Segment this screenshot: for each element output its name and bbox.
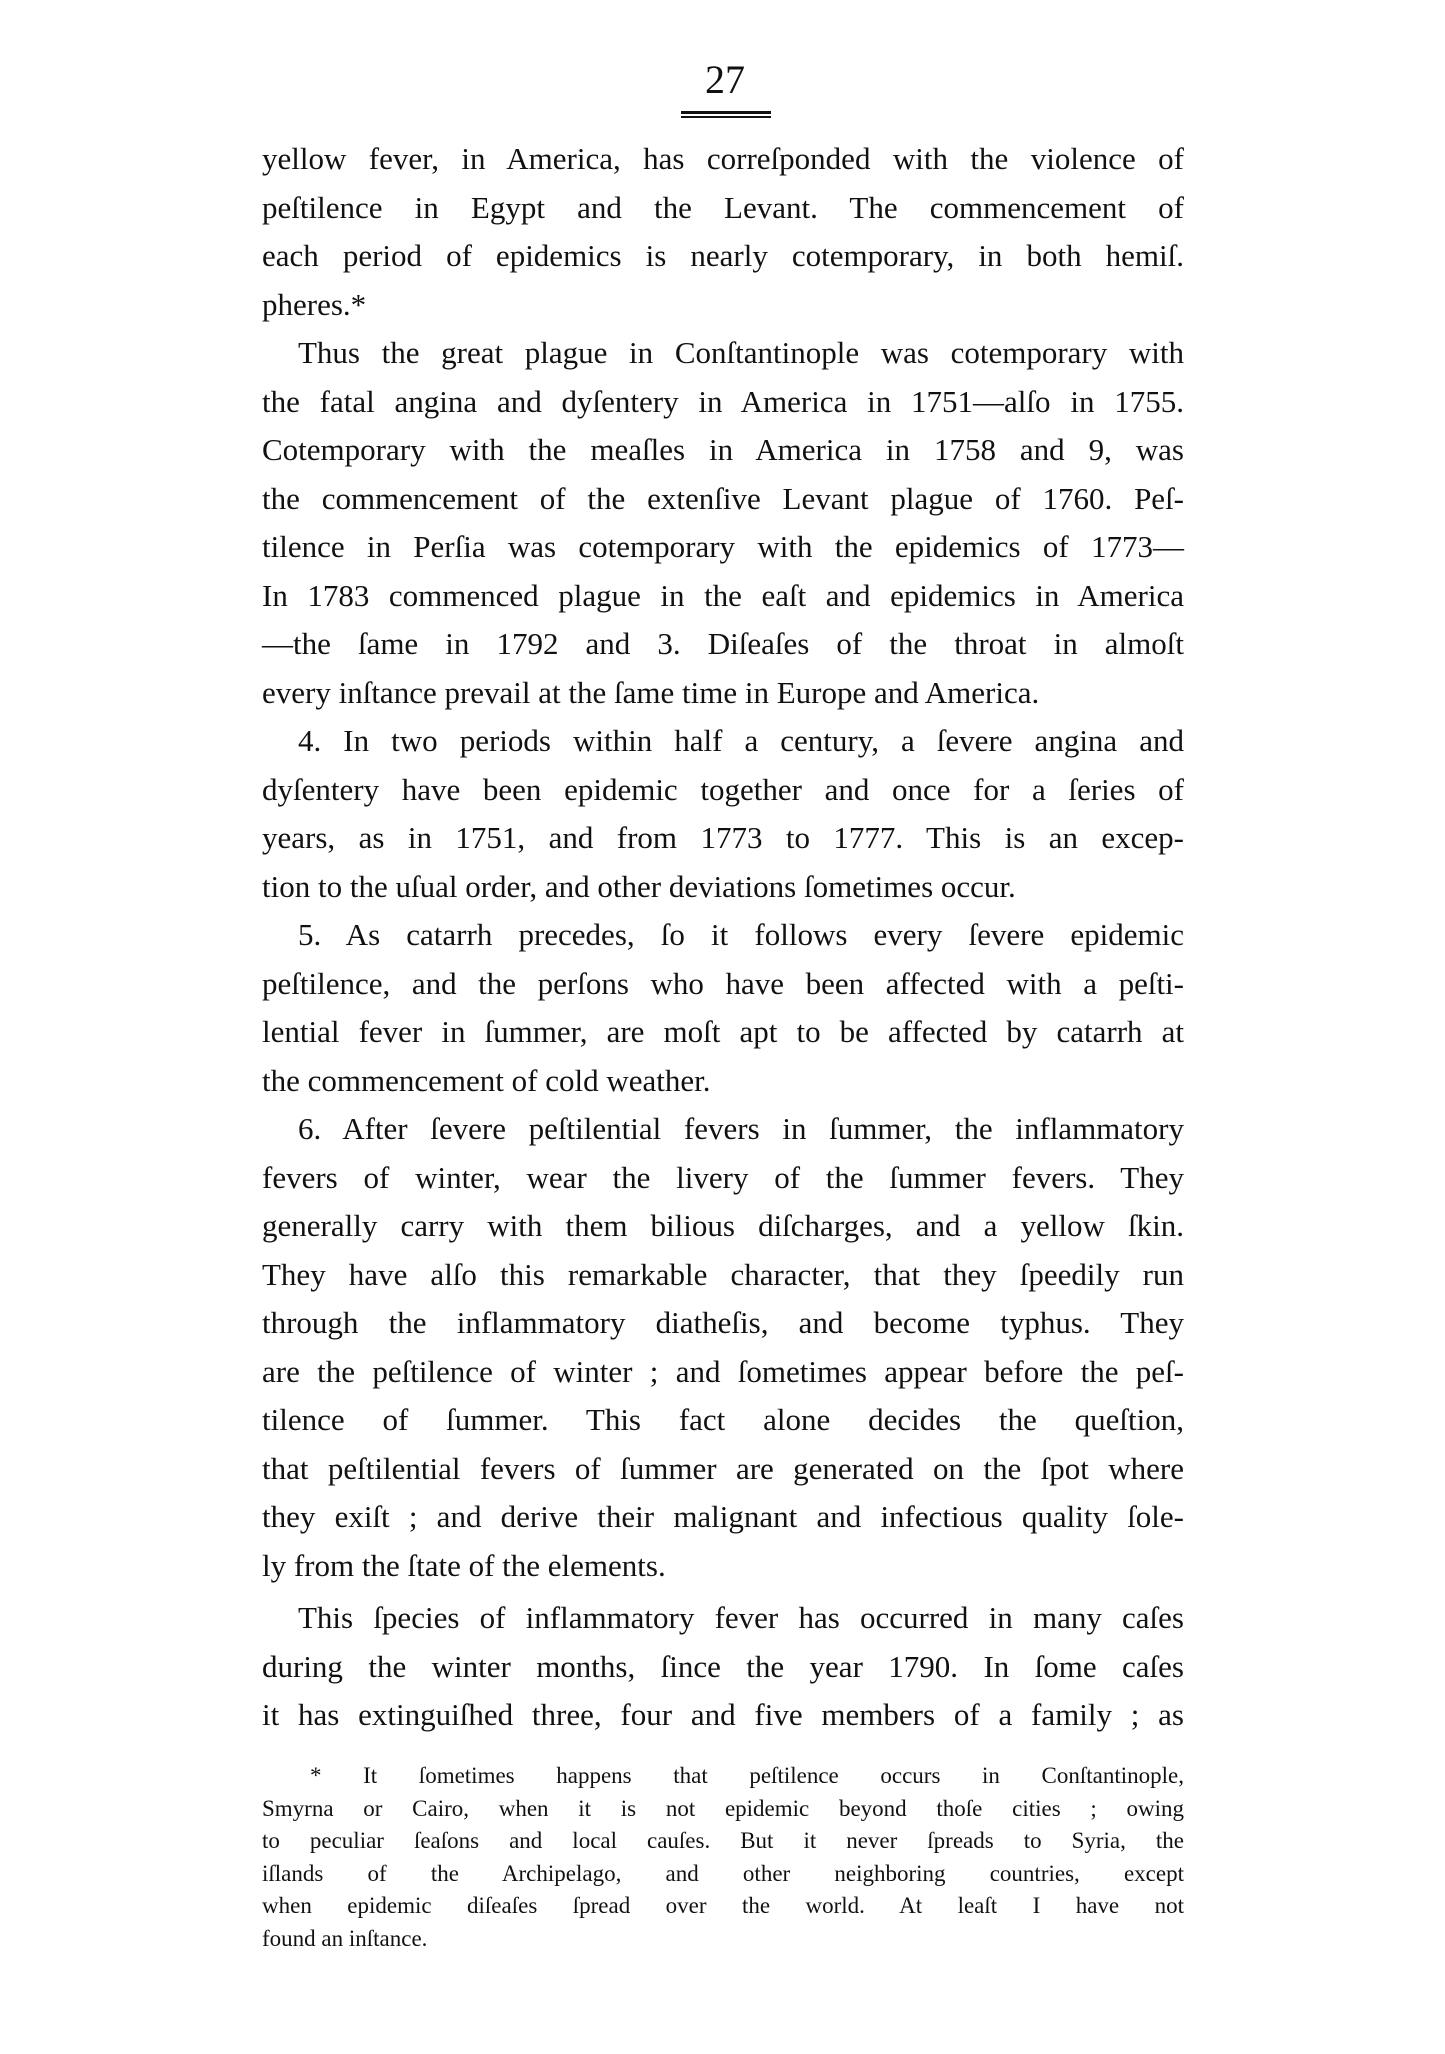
text-line: peſtilence in Egypt and the Levant. The commencement of	[262, 189, 1184, 225]
text-line: peſtilence, and the perſons who have been affected with a peſti-	[262, 965, 1184, 1001]
text-line: years, as in 1751, and from 1773 to 1777. This is an excep-	[262, 820, 1184, 855]
page-number-rule	[681, 111, 771, 118]
text-line: the commencement of the extenſive Levant plague of 1760. Peſ-	[262, 480, 1184, 516]
text-line: They have alſo this remarkable character, that they ſpeedily run	[262, 1256, 1184, 1292]
text-line: This ſpecies of inflammatory fever has occurred in many caſes	[298, 1600, 1184, 1635]
text-line: fevers of winter, wear the livery of the ſummer fevers. They	[262, 1159, 1184, 1195]
footnote-line: iſlands of the Archipelago, and other neighboring countries, except	[262, 1860, 1184, 1886]
footnote	[262, 1760, 1184, 1955]
text-line: they exiſt ; and derive their malignant and infectious quality ſole-	[262, 1499, 1184, 1534]
text-line: it has extinguiſhed three, four and five members of a family ; as	[262, 1697, 1184, 1732]
text-line: yellow fever, in America, has correſponded with the violence of	[262, 141, 1184, 176]
text-line: dyſentery have been epidemic together and once for a ſeries of	[262, 771, 1184, 807]
text-line: ly from the ſtate of the elements.	[262, 1547, 666, 1583]
text-line: tilence of ſummer. This fact alone decides the queſtion,	[262, 1402, 1184, 1437]
text-line: In 1783 commenced plague in the eaſt and epidemics in America	[262, 577, 1184, 613]
text-line: generally carry with them bilious diſcharges, and a yellow ſkin.	[262, 1208, 1184, 1243]
text-line: lential fever in ſummer, are moſt apt to be affected by catarrh at	[262, 1014, 1184, 1049]
text-line: the commencement of cold weather.	[262, 1062, 711, 1098]
text-line: each period of epidemics is nearly cotemporary, in both hemiſ.	[262, 238, 1184, 273]
text-line: are the peſtilence of winter ; and ſometimes appear before the peſ-	[262, 1353, 1184, 1389]
footnote-line: found an inſtance.	[262, 1925, 428, 1951]
text-line: 5. As catarrh precedes, ſo it follows every ſevere epidemic	[298, 917, 1184, 952]
page-number: 27	[705, 57, 745, 102]
text-line: 4. In two periods within half a century, a ſevere angina and	[298, 723, 1184, 758]
text-line: Cotemporary with the meaſles in America in 1758 and 9, was	[262, 432, 1184, 467]
text-line: the fatal angina and dyſentery in America in 1751—alſo in 1755.	[262, 383, 1184, 419]
footnote-line: Smyrna or Cairo, when it is not epidemic beyond thoſe cities ; owing	[262, 1795, 1184, 1821]
footnote-line: when epidemic diſeaſes ſpread over the world. At leaſt I have not	[262, 1893, 1184, 1918]
text-line: every inſtance prevail at the ſame time in Europe and America.	[262, 674, 1040, 710]
text-line: Thus the great plague in Conſtantinople was cotemporary with	[298, 335, 1184, 370]
text-line: 6. After ſevere peſtilential fevers in ſummer, the inflammatory	[298, 1111, 1184, 1146]
text-line: that peſtilential fevers of ſummer are generated on the ſpot where	[262, 1450, 1184, 1486]
text-line: tilence in Perſia was cotemporary with the epidemics of 1773—	[262, 529, 1184, 564]
body-text	[262, 135, 1184, 1740]
text-line: tion to the uſual order, and other deviations ſometimes occur.	[262, 868, 1016, 904]
text-line: through the inflammatory diatheſis, and become typhus. They	[262, 1305, 1184, 1340]
footnote-line: to peculiar ſeaſons and local cauſes. But it never ſpreads to Syria, the	[262, 1828, 1184, 1853]
text-line: —the ſame in 1792 and 3. Diſeaſes of the throat in almoſt	[262, 626, 1184, 661]
text-line: pheres.*	[262, 286, 367, 322]
text-line: during the winter months, ſince the year 1790. In ſome caſes	[262, 1648, 1184, 1684]
footnote-line: * It ſometimes happens that peſtilence occurs in Conſtantinople,	[310, 1763, 1184, 1788]
